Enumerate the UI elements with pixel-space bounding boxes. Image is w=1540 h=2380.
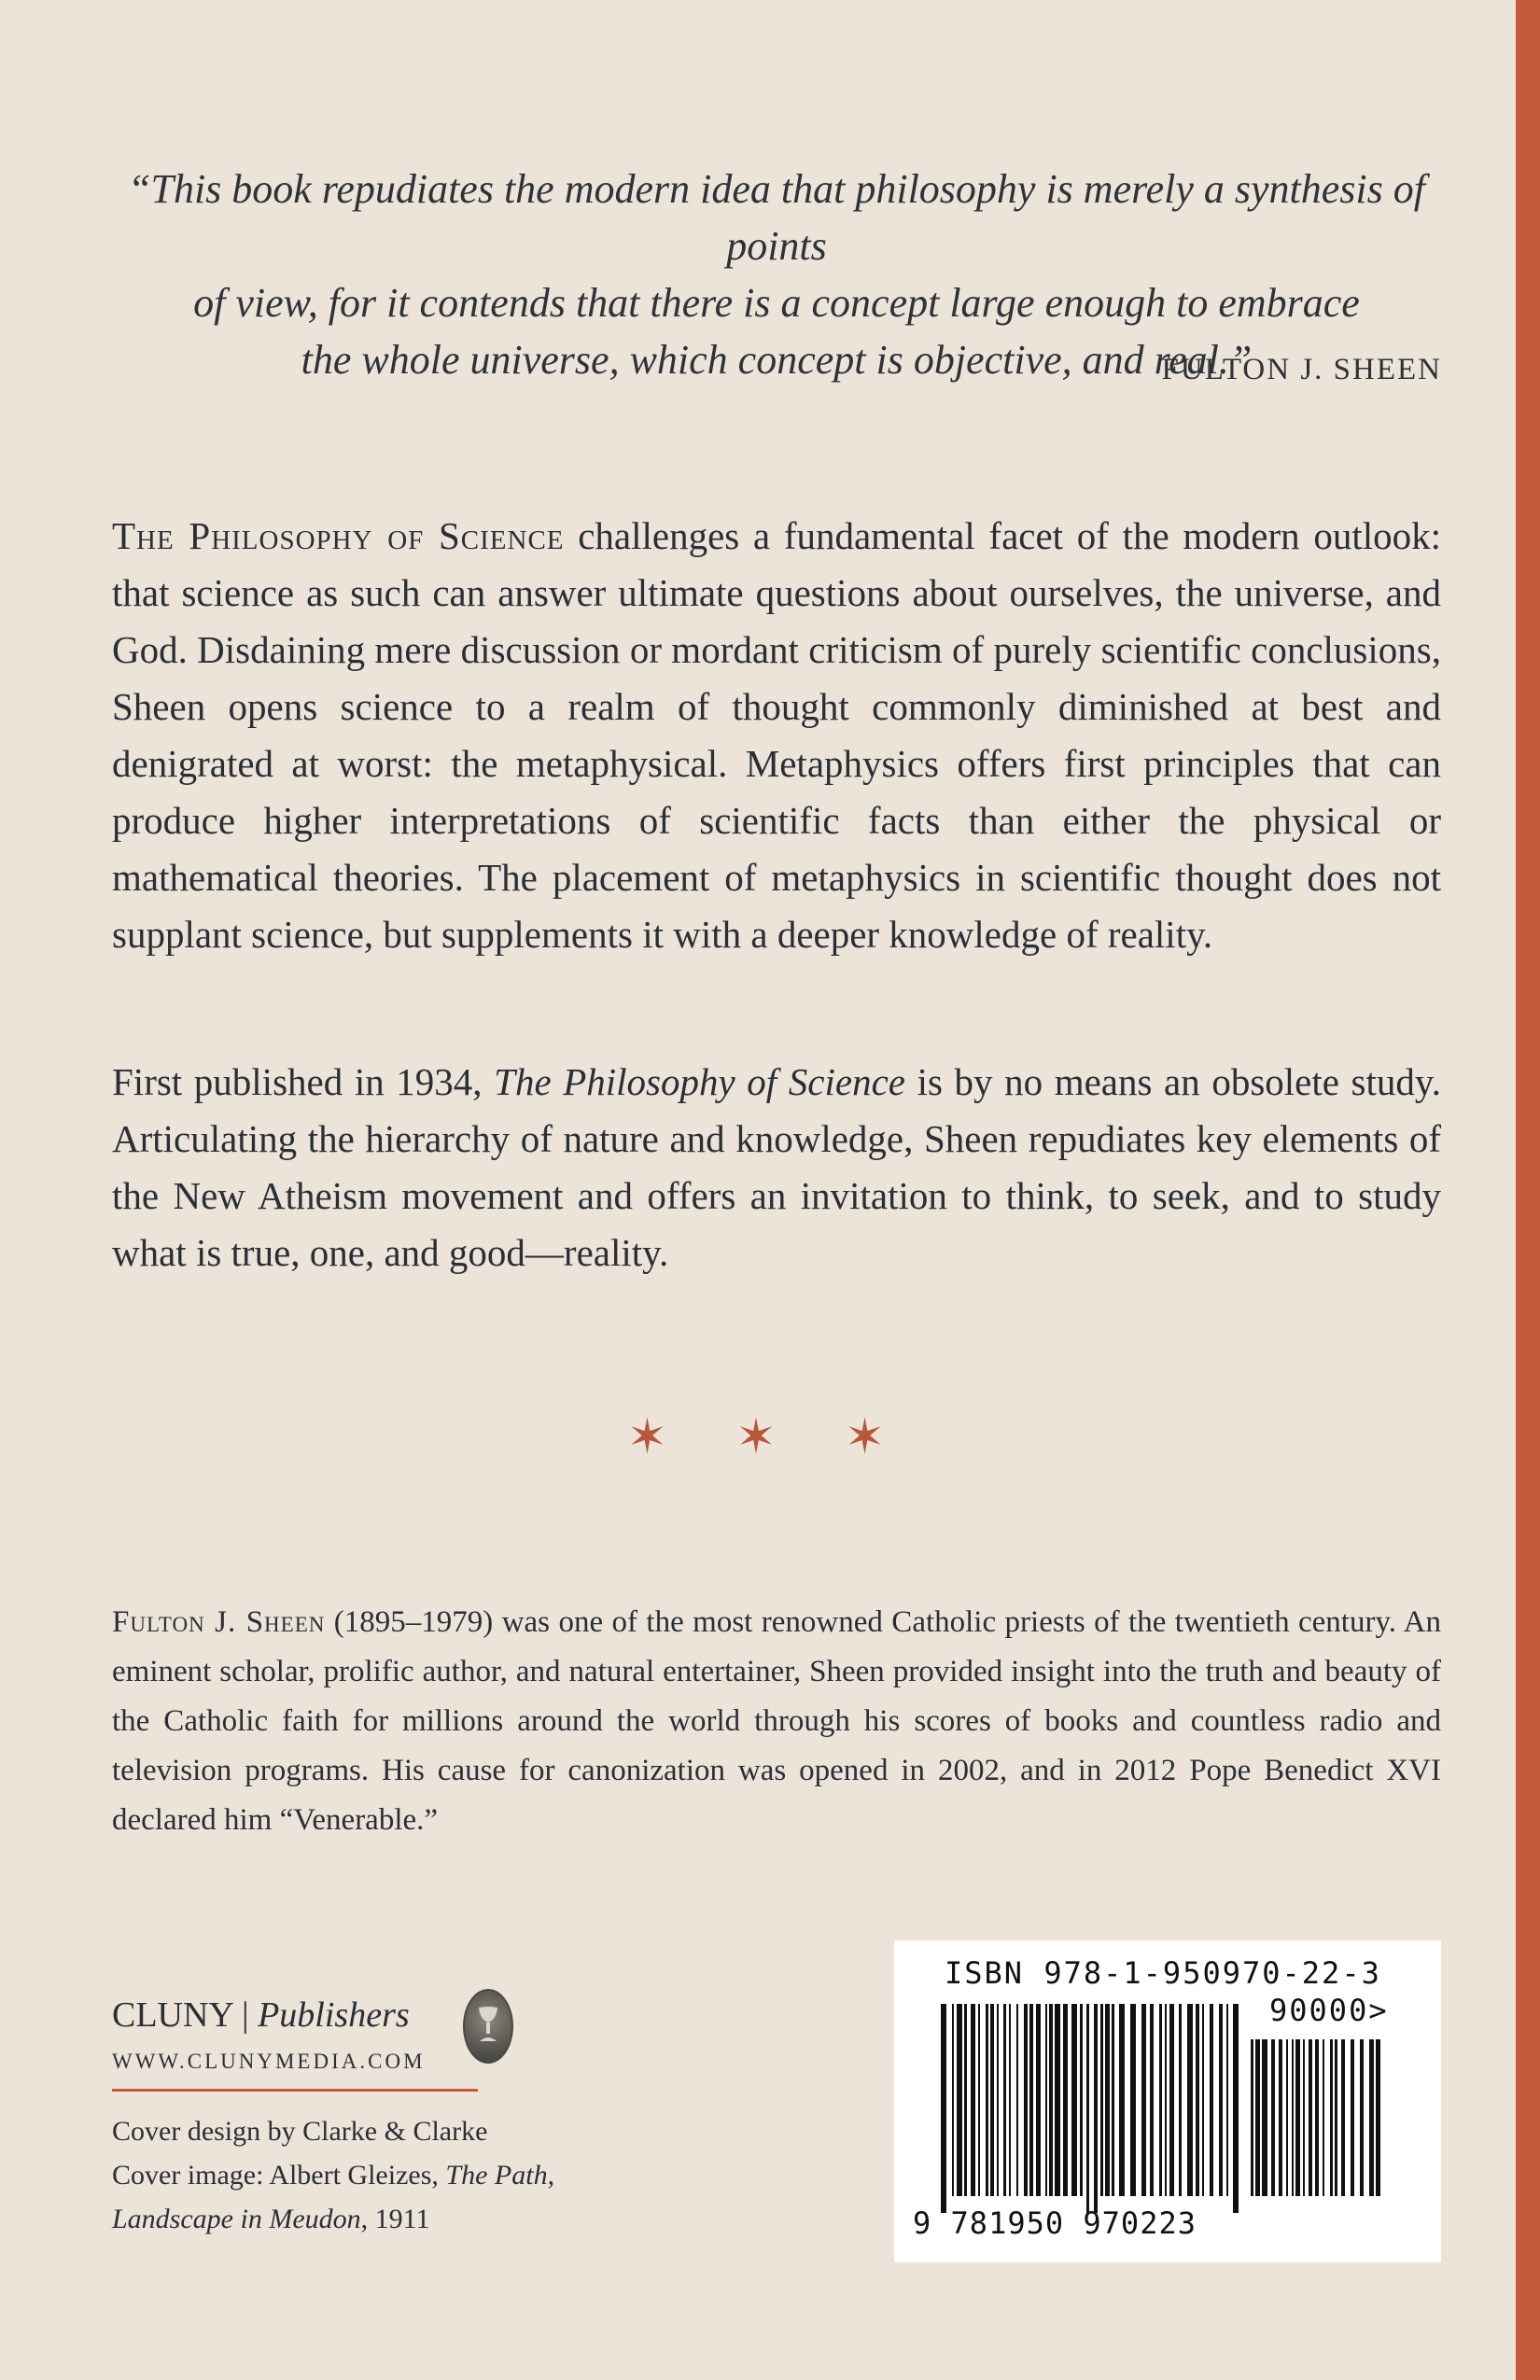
barcode-bar (1330, 2039, 1333, 2196)
barcode-bar (1279, 2039, 1282, 2196)
author-bio (112, 1598, 1441, 1845)
book-title-italic: The Philosophy of Science (494, 1060, 905, 1103)
barcode-bar (1179, 2004, 1182, 2196)
cover-image-credit: Cover image: Albert Gleizes, The Path, (112, 2160, 555, 2191)
barcode-bar (1094, 2004, 1098, 2213)
barcode-bar (1169, 2004, 1174, 2196)
barcode-bar (1049, 2004, 1053, 2196)
barcode-bar (1233, 2004, 1239, 2213)
barcode-bar (1255, 2039, 1260, 2196)
barcode-bar (1295, 2039, 1300, 2196)
ean-barcode-bars (941, 2004, 1239, 2213)
barcode-bar (1360, 2039, 1364, 2196)
barcode-bar (1036, 2004, 1041, 2196)
barcode-bar (1315, 2039, 1319, 2196)
artwork-title-part-1: The Path, (445, 2160, 555, 2191)
paragraph-1-text: challenges a fundamental facet of the modern outlook: that science as such can answer ultimate questions about ourselves, the universe, and God. Disdaining mere discussion or mordant criticism of purely scientific conclusions, Sheen opens science to a realm of thought commonly diminished at best and denigrated at worst: the metaphysical. Metaphysics offers first principles that can produce higher interpretations of scientific facts than either the physical or mathematical theories. The placement of metaphysics in scientific thought does not supplant science, but supplements it with a deeper knowledge of reality. (112, 514, 1441, 956)
description-paragraph-1 (112, 508, 1441, 963)
barcode-bar (1341, 2039, 1345, 2196)
barcode-bar (1351, 2039, 1354, 2196)
quote-line-3: the whole universe, which concept is objective, and real.” (301, 337, 1253, 383)
addon-barcode-bars (1251, 2039, 1381, 2213)
cover-design-credit: Cover design by Clarke & Clarke (112, 2116, 488, 2147)
barcode-bar (1112, 2004, 1114, 2196)
artwork-title-part-2: Landscape in Meudon (112, 2204, 361, 2234)
publisher-divider (112, 2089, 478, 2092)
publisher-wordmark: CLUNY (112, 1995, 233, 2035)
cover-image-credit-line-2: Landscape in Meudon, 1911 (112, 2204, 430, 2234)
barcode-bar (978, 2004, 980, 2196)
barcode-bar (1219, 2004, 1223, 2196)
spine-strip (1516, 0, 1540, 2380)
cover-credits (112, 2109, 635, 2241)
barcode-bar (1141, 2004, 1146, 2196)
barcode-bar (1009, 2004, 1011, 2196)
barcode-bar (1292, 2039, 1294, 2196)
paragraph-2-text: is by no means an obsolete study. Articulating the hierarchy of nature and knowledge, Sheen repudiates key elements of the New Atheism movement and offers an invitation to think, to seek, and to study what is true, one, and good—reality. (112, 1060, 1441, 1274)
barcode-bar (971, 2004, 975, 2196)
barcode-bar (1130, 2004, 1136, 2196)
barcode-bar (1159, 2004, 1162, 2196)
ean-digits: 9 781950 970223 (913, 2205, 1197, 2241)
barcode-bar (1086, 2004, 1089, 2213)
barcode-bar (986, 2004, 988, 2196)
barcode-bar (1309, 2039, 1312, 2196)
barcode-bar (1165, 2004, 1167, 2196)
barcode-bar (1187, 2004, 1193, 2196)
quote-author: FULTON J. SHEEN (1161, 353, 1442, 386)
barcode-addon-digits: 90000> (1269, 1993, 1389, 2028)
paragraph-2-lead: First published in 1934, (112, 1060, 495, 1103)
barcode-bar (1323, 2039, 1324, 2196)
ornament-stars: ✶ ✶ ✶ (626, 1411, 914, 1464)
barcode-bar (1003, 2004, 1006, 2196)
barcode-bar (1100, 2004, 1103, 2196)
barcode-bar (1369, 2039, 1374, 2196)
barcode-bar (1119, 2004, 1125, 2196)
author-name-smallcaps: Fulton J. Sheen (112, 1605, 326, 1639)
barcode-bar (1262, 2039, 1267, 2196)
barcode-bar (1376, 2039, 1380, 2196)
barcode-bar (1024, 2004, 1028, 2196)
barcode-bar (1335, 2039, 1337, 2196)
isbn-number: ISBN 978-1-950970-22-3 (945, 1955, 1381, 1991)
barcode-bar (1080, 2004, 1083, 2196)
barcode-bar (1016, 2004, 1018, 2196)
barcode-bar (1029, 2004, 1033, 2196)
barcode-bar (997, 2004, 999, 2196)
barcode-bar (1150, 2004, 1154, 2196)
quote-line-2: of view, for it contends that there is a concept large enough to embrace (193, 280, 1360, 326)
publisher-subtitle: Publishers (258, 1995, 410, 2035)
barcode-bar (964, 2004, 967, 2196)
quote-line-1: “This book repudiates the modern idea that philosophy is merely a synthesis of points (128, 166, 1425, 269)
barcode-bar (1105, 2004, 1110, 2196)
barcode-bar (1210, 2004, 1213, 2196)
barcode-bar (957, 2004, 962, 2196)
book-title-smallcaps: The Philosophy of Science (112, 514, 565, 557)
barcode-bar (1226, 2004, 1228, 2196)
barcode-bar (952, 2004, 954, 2196)
barcode-bar (1063, 2004, 1068, 2196)
barcode-bar (990, 2004, 994, 2196)
publisher-name (112, 1995, 410, 2036)
barcode-bar (1045, 2004, 1047, 2196)
barcode-bar (1303, 2039, 1305, 2196)
publisher-website: WWW.CLUNYMEDIA.COM (112, 2050, 426, 2073)
chalice-seal-icon (463, 1989, 513, 2064)
description-paragraph-2 (112, 1054, 1441, 1281)
isbn-barcode (894, 1940, 1441, 2262)
barcode-bar (1202, 2004, 1204, 2196)
barcode-bar (1271, 2039, 1275, 2196)
author-bio-text: (1895–1979) was one of the most renowned Catholic priests of the twentieth century. An eminent scholar, prolific author, and natural entertainer, Sheen provided insight into the truth and beauty of the Catholic faith for millions around the world through his scores of books and countless radio and television programs. His cause for canonization was opened in 2002, and in 2012 Pope Benedict XVI declared him “Venerable.” (112, 1605, 1441, 1837)
publisher-separator: | (232, 1995, 259, 2035)
barcode-bar (1196, 2004, 1199, 2196)
barcode-bar (1071, 2004, 1077, 2196)
barcode-bar (941, 2004, 946, 2213)
barcode-bar (1286, 2039, 1288, 2196)
barcode-bar (1055, 2004, 1060, 2196)
barcode-bar (1251, 2039, 1253, 2196)
